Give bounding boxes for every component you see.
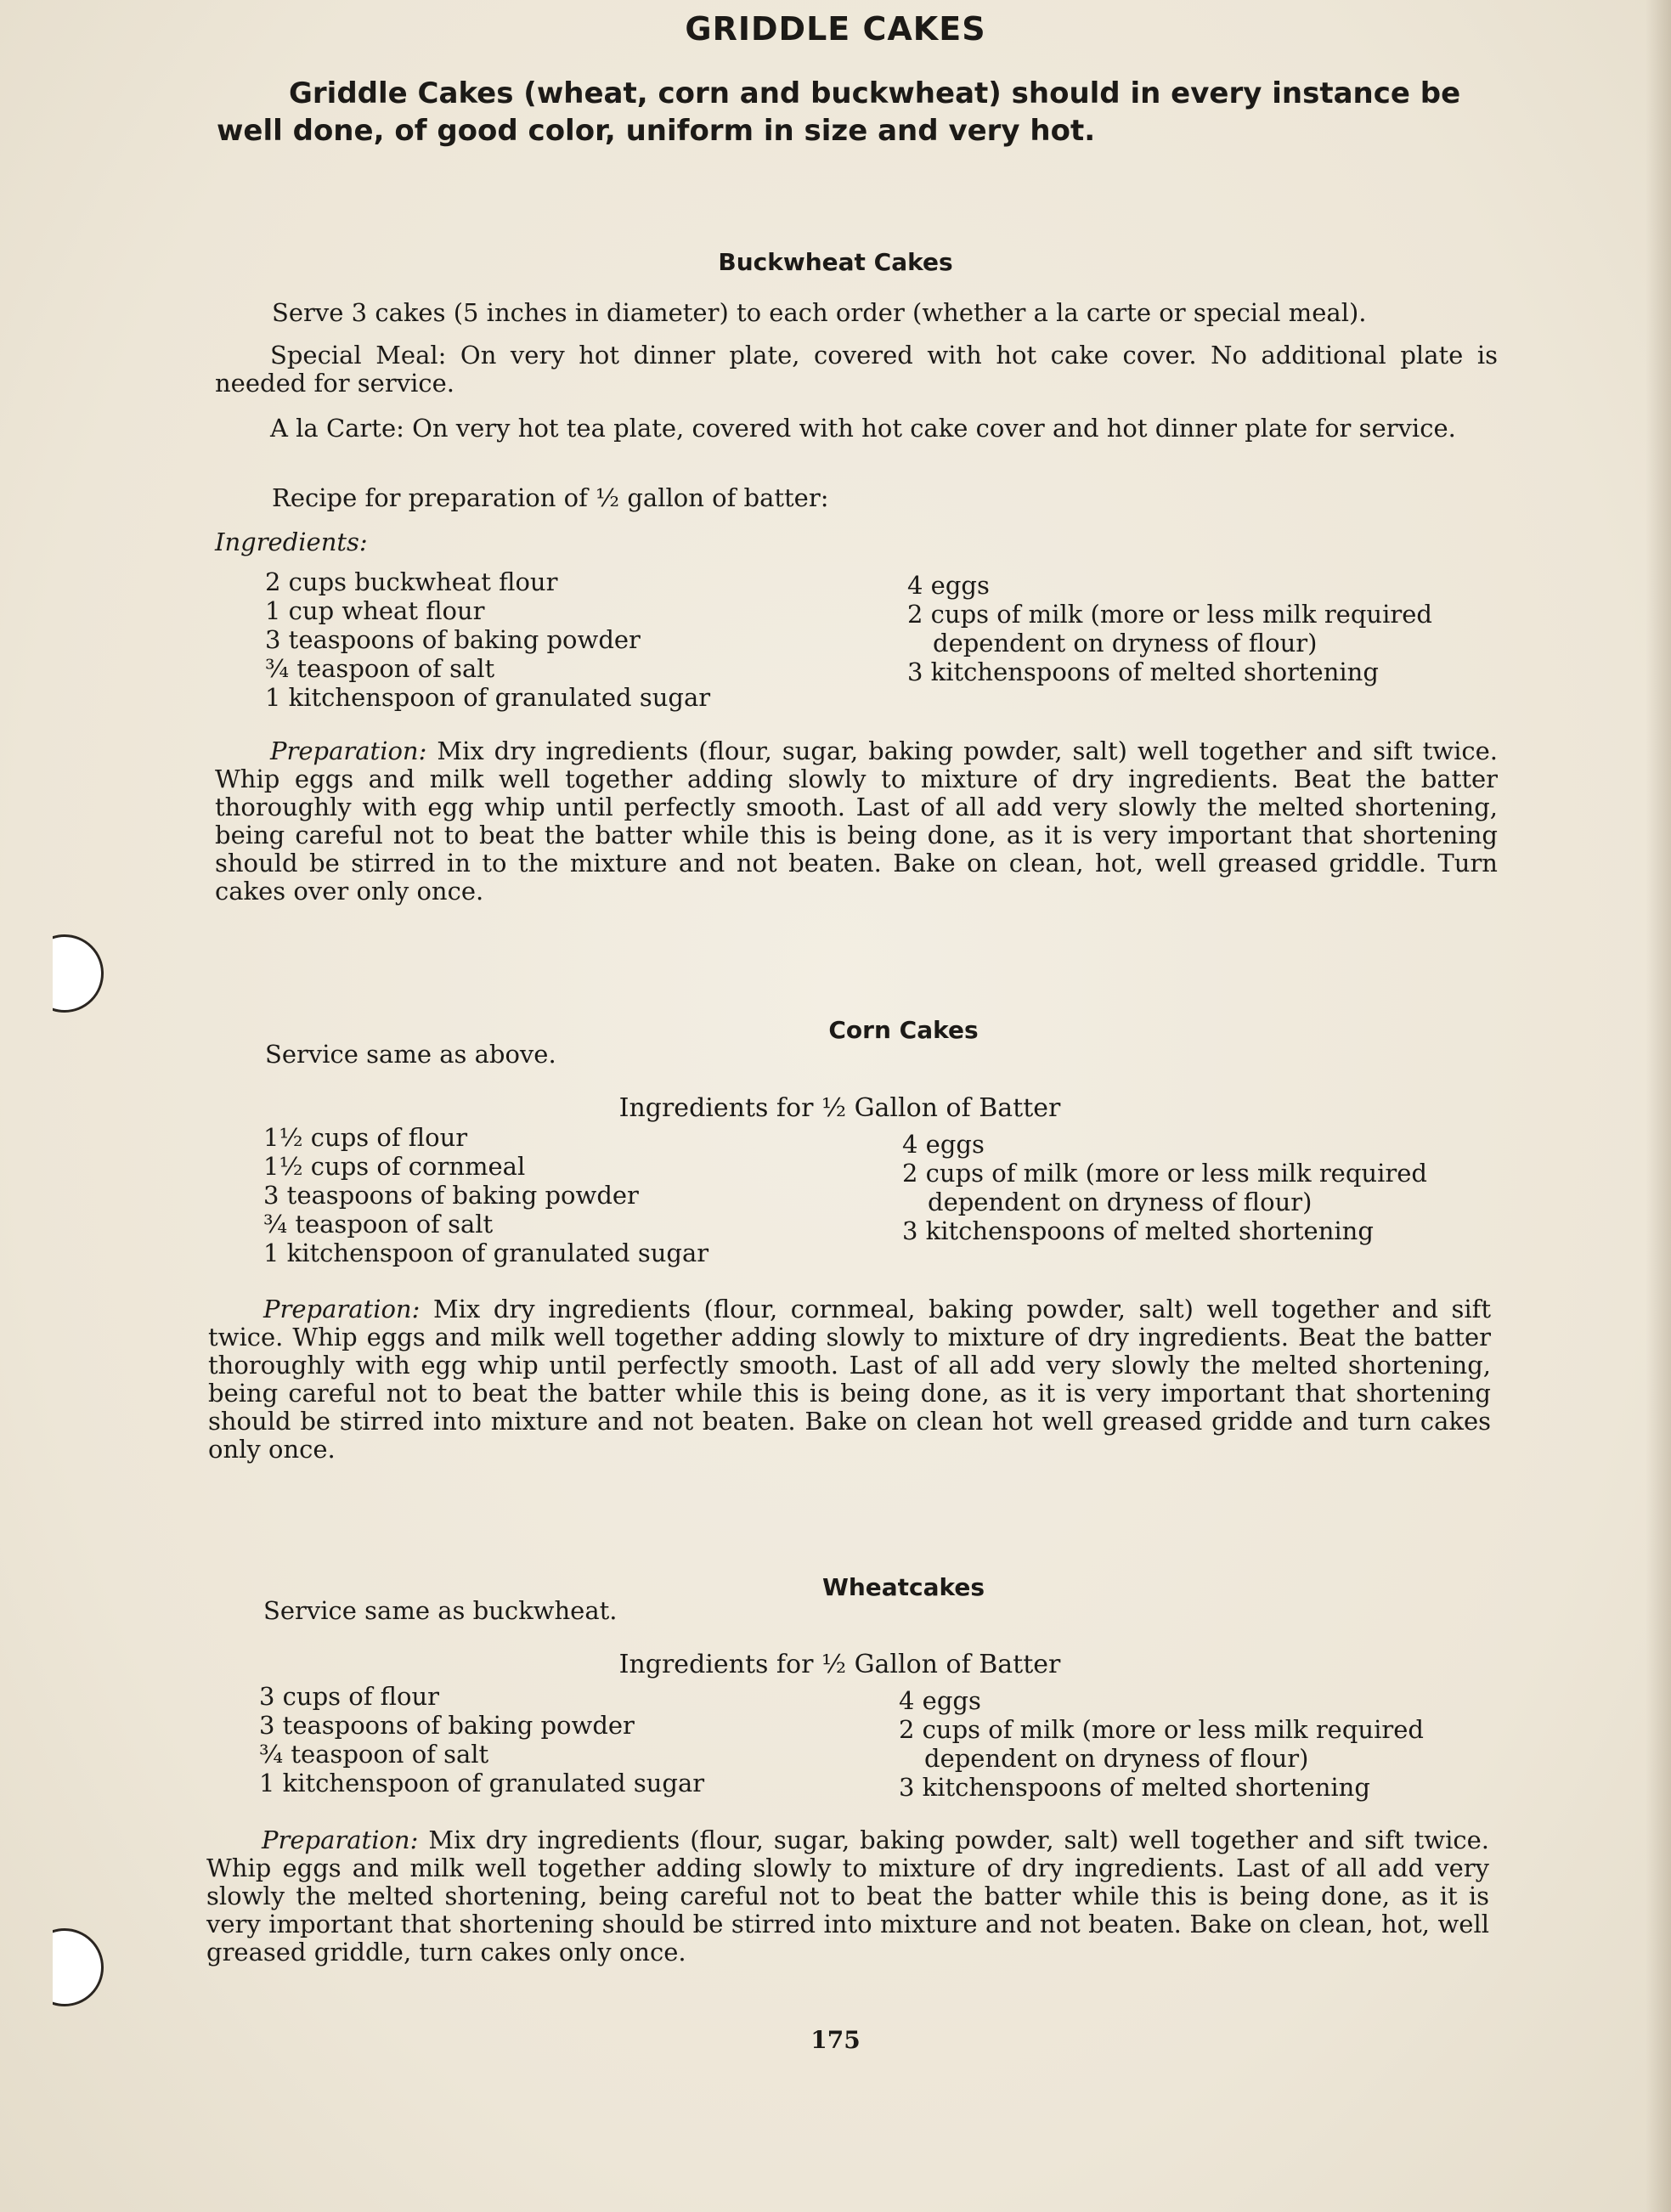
intro-paragraph: Griddle Cakes (wheat, corn and buckwheat) should in every instance be well done, of good color, uniform in size and very hot.: [217, 76, 1461, 148]
corn-batter-head: Ingredients for ½ Gallon of Batter: [618, 1093, 1061, 1123]
buckwheat-ingredients-right: [907, 571, 1432, 686]
ingredient-item: 1 kitchenspoon of granulated sugar: [263, 1239, 709, 1267]
ingredient-item: dependent on dryness of flour): [924, 1744, 1309, 1773]
wheat-title: Wheatcakes: [821, 1573, 985, 1601]
wheat-preparation: [206, 1826, 1489, 1967]
preparation-label: Preparation:: [262, 1825, 419, 1854]
punch-hole-upper: [25, 934, 104, 1013]
ingredient-item: 4 eggs: [902, 1130, 985, 1159]
wheat-ingredients-left: [259, 1682, 704, 1797]
page-number: 175: [810, 2026, 861, 2054]
ingredient-item: 2 cups of milk (more or less milk required: [902, 1159, 1427, 1188]
buckwheat-ingredients-left: [265, 567, 710, 712]
ingredient-item: 3 kitchenspoons of melted shortening: [907, 657, 1379, 686]
ingredient-item: 3 kitchenspoons of melted shortening: [902, 1216, 1374, 1245]
ingredient-item: 3 kitchenspoons of melted shortening: [899, 1773, 1370, 1802]
ingredient-item: 3 teaspoons of baking powder: [263, 1181, 639, 1210]
preparation-text: Mix dry ingredients (flour, sugar, baking powder, salt) well together and sift twice. Whip eggs and milk well together adding slowly to mixture of dry ingredients. Last of all add very slowly the melted shortening, being careful not to beat the batter while this is being done, as it is very important that shortening should be stirred into mixture and not beaten. Bake on clean, hot, well greased griddle, turn cakes only once.: [206, 1825, 1489, 1967]
ingredient-item: ¾ teaspoon of salt: [265, 654, 495, 683]
ingredient-item: 4 eggs: [907, 571, 990, 600]
ingredient-item: ¾ teaspoon of salt: [263, 1210, 494, 1239]
ingredient-item: 1 kitchenspoon of granulated sugar: [259, 1769, 705, 1797]
buckwheat-ingredients-label: Ingredients:: [215, 528, 368, 556]
ingredient-item: 2 cups of milk (more or less milk required: [907, 600, 1432, 629]
ingredient-item: 2 cups buckwheat flour: [265, 567, 558, 596]
ingredient-item: 3 teaspoons of baking powder: [259, 1711, 635, 1740]
preparation-label: Preparation:: [270, 736, 427, 765]
corn-ingredients-left: [263, 1123, 708, 1267]
buckwheat-a-la-carte: A la Carte: On very hot tea plate, covered with hot cake cover and hot dinner plate for service.: [270, 414, 1456, 443]
preparation-text: Mix dry ingredients (flour, sugar, baking powder, salt) well together and sift twice. Whip eggs and milk well together adding slowly to mixture of dry ingredients. Beat the batter thoroughly with egg whip until perfectly smooth. Last of all add very slowly the melted shortening, being careful not to beat the batter while this is being done, as it is very important that shortening should be stirred in to the mixture and not beaten. Bake on clean, hot, well greased griddle. Turn cakes over only once.: [215, 736, 1498, 906]
corn-service: Service same as above.: [265, 1040, 556, 1069]
ingredient-item: 1½ cups of flour: [263, 1123, 468, 1152]
corn-ingredients-right: [902, 1130, 1427, 1245]
page-title: GRIDDLE CAKES: [685, 10, 986, 48]
preparation-text: Mix dry ingredients (flour, cornmeal, baking powder, salt) well together and sift twice. Whip eggs and milk well together adding slowly to mixture of dry ingredients. Beat the batter thoroughly with egg whip until perfectly smooth. Last of all add very slowly the melted shortening, being careful not to beat the batter while this is being done, as it is very important that shortening should be stirred into mixture and not beaten. Bake on clean hot well greased gridde and turn cakes only once.: [208, 1295, 1491, 1464]
wheat-service: Service same as buckwheat.: [263, 1596, 618, 1625]
wheat-ingredients-right: [899, 1686, 1424, 1802]
wheat-batter-head: Ingredients for ½ Gallon of Batter: [618, 1650, 1061, 1679]
buckwheat-recipe-line: Recipe for preparation of ½ gallon of batter:: [272, 483, 829, 512]
ingredient-item: dependent on dryness of flour): [933, 629, 1318, 657]
buckwheat-title: Buckwheat Cakes: [718, 248, 953, 276]
preparation-label: Preparation:: [263, 1295, 421, 1323]
ingredient-item: 1½ cups of cornmeal: [263, 1152, 526, 1181]
ingredient-item: 1 kitchenspoon of granulated sugar: [265, 683, 711, 712]
ingredient-item: ¾ teaspoon of salt: [259, 1740, 489, 1769]
corn-preparation: [208, 1295, 1491, 1464]
ingredient-item: 1 cup wheat flour: [265, 596, 485, 625]
corn-title: Corn Cakes: [828, 1016, 979, 1044]
ingredient-item: 3 teaspoons of baking powder: [265, 625, 641, 654]
ingredient-item: 3 cups of flour: [259, 1682, 440, 1711]
ingredient-item: dependent on dryness of flour): [928, 1188, 1313, 1216]
punch-hole-lower: [25, 1928, 104, 2006]
buckwheat-serve: Serve 3 cakes (5 inches in diameter) to each order (whether a la carte or special meal).: [272, 298, 1367, 327]
ingredient-item: 4 eggs: [899, 1686, 981, 1715]
ingredient-item: 2 cups of milk (more or less milk required: [899, 1715, 1424, 1744]
buckwheat-special-meal: Special Meal: On very hot dinner plate, covered with hot cake cover. No additional plate is needed for service.: [215, 341, 1498, 398]
buckwheat-preparation: [215, 737, 1498, 906]
